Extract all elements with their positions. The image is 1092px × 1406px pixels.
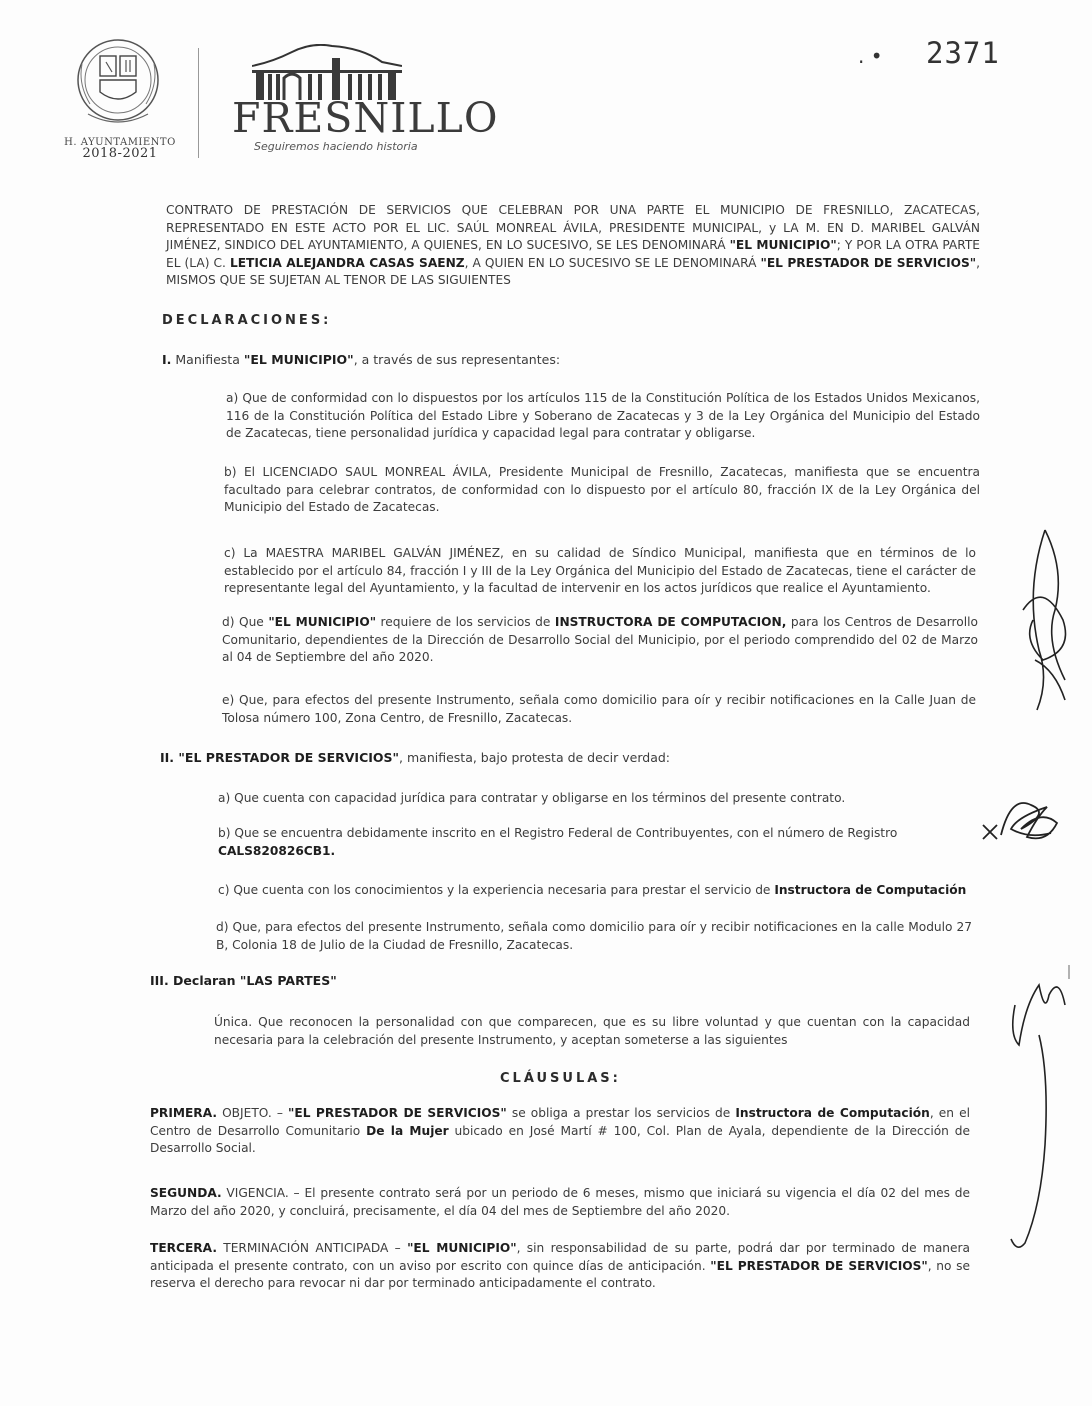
folio-mark: . • [858,44,883,68]
tercera-post: , no se reserva el derecho para revocar ni dar por terminado anticipadamente el contrato. [150,1258,970,1290]
item-c-service: Instructora de Computación [774,883,967,897]
tercera-pre: TERMINACIÓN ANTICIPADA – [216,1241,408,1255]
intro-text-2: ; Y POR LA OTRA PARTE EL (LA) C. [166,238,980,270]
section-1-item-b: b) El LICENCIADO SAUL MONREAL ÁVILA, Presidente Municipal de Fresnillo, Zacatecas, manifiesta que se encuentra facultado para celebrar contratos, de conformidad con lo dispuesto por el artículo 80, fracción IX de la Ley Orgánica del Municipio del Estado de Zacatecas. [224,465,980,514]
section-1-item-a: a) Que de conformidad con lo dispuestos por los artículos 115 de la Constitución Política de los Estados Unidos Mexicanos, 116 de la Constitución Política del Estado Libre y Soberano de Zacatecas y 3 de la Ley Orgánica del Municipio del Estado de Zacatecas, tiene personalidad jurídica y capacidad legal para contratar y obligarse. [226,391,980,440]
handwritten-signature-1 [1005,520,1080,720]
section-1-number: I. [162,352,172,367]
primera-mid: se obliga a prestar los servicios de [506,1106,736,1120]
intro-text-4: , MISMOS QUE SE SUJETAN AL TENOR DE LAS SIGUIENTES [166,255,980,287]
contract-intro [166,202,980,290]
section-1-item-d [222,614,978,667]
rfc-number: CALS820826CB1. [218,843,336,858]
primera-label: PRIMERA. [150,1106,217,1120]
clausulas-heading: CLÁUSULAS: [500,1071,621,1086]
primera-post: ubicado en José Martí # 100, Col. Plan de Ayala, dependiente de la Dirección de Desarrollo Social. [150,1123,971,1155]
item-d-mid: requiere de los servicios de [376,615,555,629]
intro-term-prestador: "EL PRESTADOR DE SERVICIOS" [760,255,977,270]
section-1-heading [162,352,560,367]
primera-pre: OBJETO. – [216,1106,289,1120]
item-d-service: INSTRUCTORA DE COMPUTACION, [554,615,787,629]
section-2-item-b [218,825,972,860]
clausula-segunda [150,1185,970,1220]
fresnillo-logo-text: FRESNILLO [232,94,499,142]
handwritten-signature-2 [995,965,1075,1255]
fresnillo-tagline: Seguiremos haciendo historia [254,140,418,153]
section-1-item-e: e) Que, para efectos del presente Instrumento, señala como domicilio para oír y recibir notificaciones en la Calle Juan de Tolosa número 100, Zona Centro, de Fresnillo, Zacatecas. [222,693,976,725]
item-d-post: para los Centros de Desarrollo Comunitario, dependientes de la Dirección de Desarrollo Social del Municipio, por el periodo comprendido del 02 de Marzo al 04 de Septiembre del año 2020. [222,615,978,664]
intro-provider-name: LETICIA ALEJANDRA CASAS SAENZ [229,255,465,270]
primera-mid2: , en el Centro de Desarrollo Comunitario [150,1106,970,1138]
section-3-heading [150,973,337,988]
folio-number: 2371 [926,36,1000,70]
section-3-term: Declaran "LAS PARTES" [168,973,337,988]
intro-text-1: CONTRATO DE PRESTACIÓN DE SERVICIOS QUE CELEBRAN POR UNA PARTE EL MUNICIPIO DE FRESNILLO, ZACATECAS, REPRESENTADO EN ESTE ACTO POR EL LIC. SAÚL MONREAL ÁVILA, PRESIDENTE MUNICIPAL, y LA M. EN D. MARIBEL GALVÁN JIMÉNEZ, SINDICO DEL AYUNTAMIENTO, A QUIENES, EN LO SUCESIVO, SE LES DENOMINARÁ [166,203,980,252]
item-c-text: c) Que cuenta con los conocimientos y la experiencia necesaria para prestar el servicio de [218,883,775,897]
intro-term-municipio: "EL MUNICIPIO" [729,238,837,252]
section-3-text: Única. Que reconocen la personalidad con que comparecen, que es su libre voluntad y que cuentan con la capacidad necesaria para la celebración del presente Instrumento, y aceptan someterse a las siguientes [214,1015,970,1047]
section-2-number: II. [160,750,175,765]
item-d-pre: d) Que [222,615,269,629]
section-2-item-d: d) Que, para efectos del presente Instrumento, señala como domicilio para oír y recibir notificaciones en la calle Modulo 27 B, Colonia 18 de Julio de la Ciudad de Fresnillo, Zacatecas. [216,920,972,952]
seal-caption-line1: H. AYUNTAMIENTO [64,137,176,148]
tercera-term2: "EL PRESTADOR DE SERVICIOS" [710,1258,928,1273]
clausula-tercera [150,1240,970,1293]
section-1-pre: Manifiesta [171,352,244,367]
section-2-item-a: a) Que cuenta con capacidad jurídica para contratar y obligarse en los términos del presente contrato. [218,791,846,805]
tercera-label: TERCERA. [150,1241,217,1255]
intro-text-3: , A QUIEN EN LO SUCESIVO SE LE DENOMINARÁ [464,255,761,270]
header-divider [198,48,199,158]
section-3-number: III. [150,973,169,988]
seal-caption-line2: 2018-2021 [82,146,158,161]
section-2-post: , manifiesta, bajo protesta de decir verdad: [399,750,671,765]
tercera-term: "EL MUNICIPIO" [407,1241,517,1255]
item-d-term: "EL MUNICIPIO" [268,615,377,629]
primera-term: "EL PRESTADOR DE SERVICIOS" [288,1106,507,1120]
section-1-item-c: c) La MAESTRA MARIBEL GALVÁN JIMÉNEZ, en su calidad de Síndico Municipal, manifiesta que en términos de lo establecido por el artículo 84, fracción I y III de la Ley Orgánica del Municipio del Estado de Zacatecas, tiene el carácter de representante legal del Ayuntamiento, y la facultad de intervenir en los actos jurídicos que realice el Ayuntamiento. [224,546,976,595]
seal-caption [60,137,180,159]
declaraciones-heading: DECLARACIONES: [162,313,332,328]
handwritten-initials [975,795,1070,855]
primera-center: De la Mujer [366,1123,449,1138]
section-1-post: , a través de sus representantes: [353,352,561,367]
primera-service: Instructora de Computación [735,1106,930,1120]
section-1-term: "EL MUNICIPIO" [243,352,354,367]
section-2-heading [160,750,670,765]
section-2-term: "EL PRESTADOR DE SERVICIOS" [174,750,400,765]
tercera-mid: , sin responsabilidad de su parte, podrá dar por terminado de manera anticipada el presente contrato, con un aviso por escrito con quince días de anticipación. [150,1241,970,1273]
section-2-item-c [218,882,978,900]
clausula-primera [150,1105,970,1158]
municipal-seal-logo [72,34,164,130]
item-b-text: b) Que se encuentra debidamente inscrito en el Registro Federal de Contribuyentes, con el número de Registro [218,826,898,840]
segunda-text: VIGENCIA. – El presente contrato será por un periodo de 6 meses, mismo que iniciará su vigencia el día 02 del mes de Marzo del año 2020, y concluirá, precisamente, el día 04 del mes de Septiembre del año 2020. [150,1186,970,1218]
segunda-label: SEGUNDA. [150,1186,222,1200]
